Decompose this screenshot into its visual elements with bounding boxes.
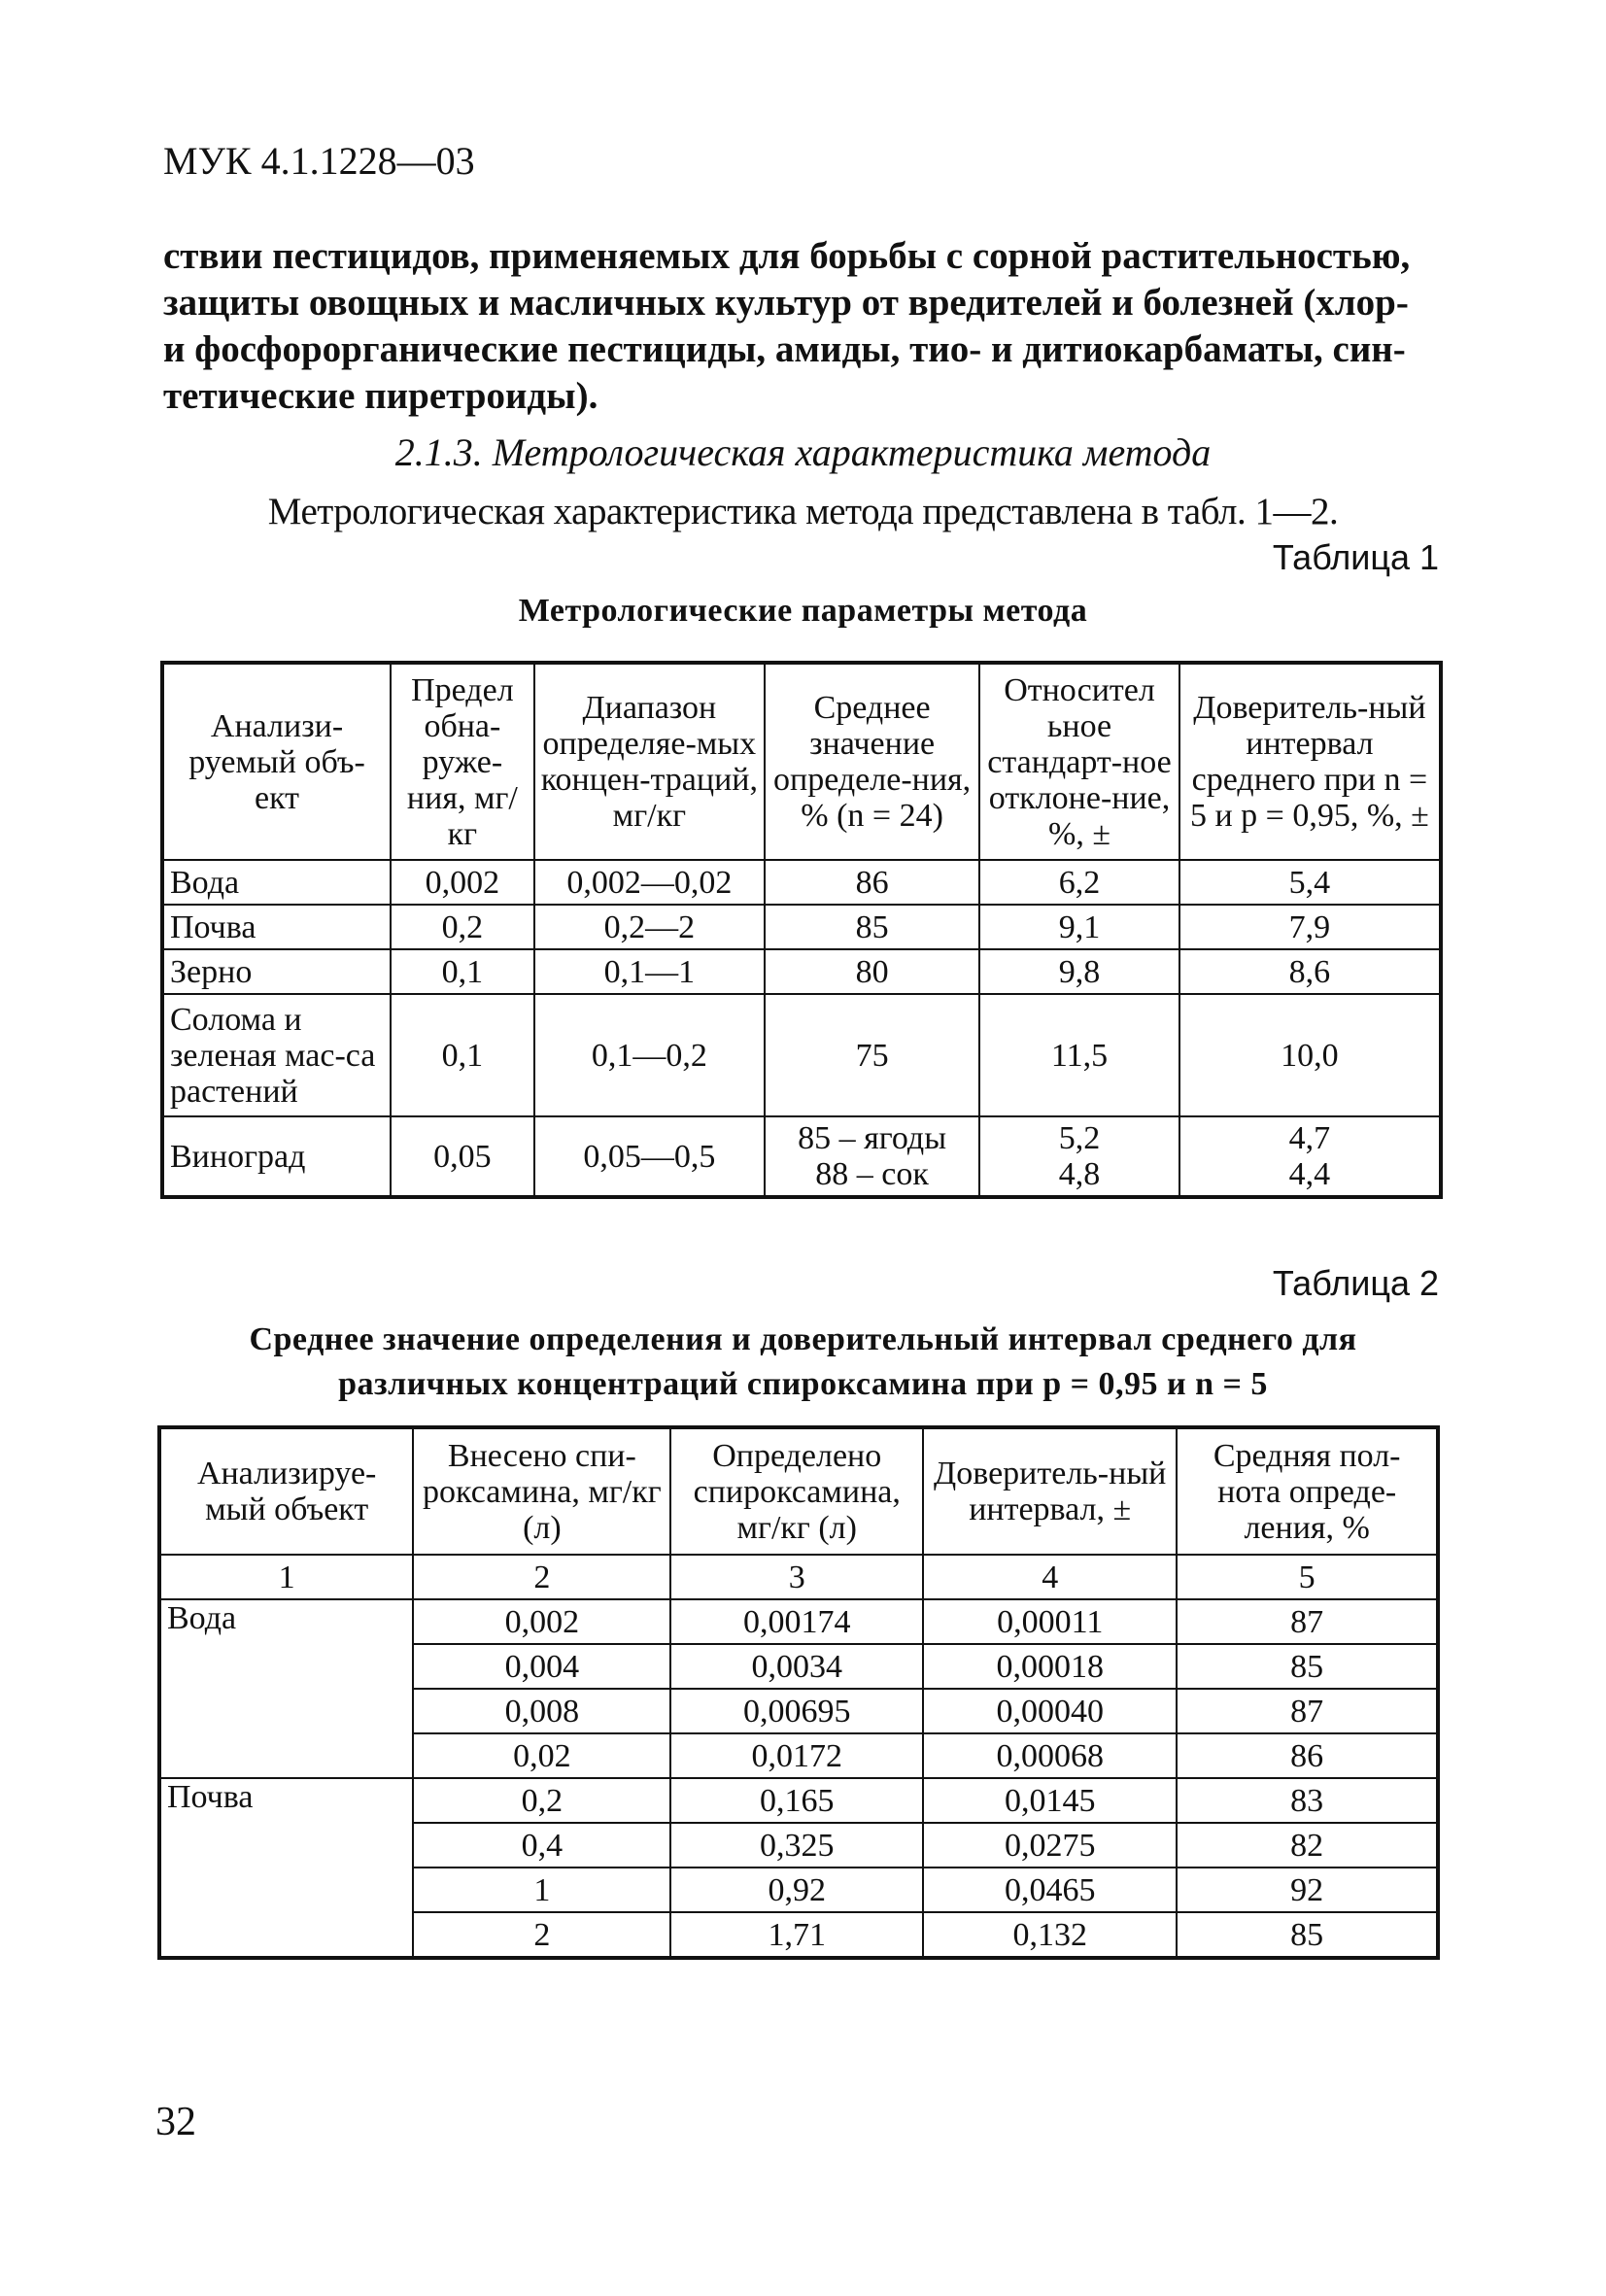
table-cell: 80 — [765, 949, 979, 994]
cell-line: 4,8 — [1058, 1156, 1101, 1192]
table1-header-cell: Относител ьное стандарт-ное отклоне-ние, %, ± — [979, 663, 1179, 860]
table-cell: 0,002 — [391, 860, 534, 905]
table-cell: 0,1—1 — [534, 949, 765, 994]
table-cell: 75 — [765, 994, 979, 1116]
table-cell: 0,4 — [413, 1823, 670, 1868]
table-cell: 86 — [1177, 1733, 1438, 1778]
table2-number-row — [159, 1555, 1438, 1599]
table-row — [162, 949, 1441, 994]
table-cell: 1,71 — [670, 1912, 923, 1958]
table-cell: 0,00011 — [923, 1599, 1177, 1644]
table-cell: 87 — [1177, 1599, 1438, 1644]
table-cell: 0,0275 — [923, 1823, 1177, 1868]
table2-title — [0, 1318, 1606, 1407]
table-cell — [765, 1116, 979, 1197]
table1-header-cell: Среднее значение определе-ния, % (n = 24) — [765, 663, 979, 860]
table-cell: 9,8 — [979, 949, 1179, 994]
table-cell: 5 — [1177, 1555, 1438, 1599]
document-code: МУК 4.1.1228—03 — [163, 139, 475, 183]
table-cell: 0,165 — [670, 1778, 923, 1823]
table-cell: 0,00068 — [923, 1733, 1177, 1778]
table-cell: 10,0 — [1179, 994, 1441, 1116]
cell-line: 4,4 — [1288, 1156, 1331, 1192]
table2-header-row — [159, 1427, 1438, 1555]
table-cell: 0,00174 — [670, 1599, 923, 1644]
table-cell: 85 — [1177, 1912, 1438, 1958]
cell-line: 5,2 — [1058, 1120, 1101, 1156]
table-cell: 0,2—2 — [534, 905, 765, 949]
table-cell: 0,1—0,2 — [534, 994, 765, 1116]
table-cell: 83 — [1177, 1778, 1438, 1823]
table-cell: 2 — [413, 1912, 670, 1958]
table-row — [162, 994, 1441, 1116]
table-cell: 0,1 — [391, 994, 534, 1116]
table-cell: 0,00040 — [923, 1689, 1177, 1733]
table-cell: 0,0172 — [670, 1733, 923, 1778]
table-cell: 6,2 — [979, 860, 1179, 905]
table-cell: Вода — [159, 1599, 413, 1778]
table-cell: 0,008 — [413, 1689, 670, 1733]
table-cell: 87 — [1177, 1689, 1438, 1733]
table-cell: 0,2 — [391, 905, 534, 949]
table-cell: 0,002—0,02 — [534, 860, 765, 905]
table-row — [162, 860, 1441, 905]
table-cell: 9,1 — [979, 905, 1179, 949]
paragraph-line: ствии пестицидов, применяемых для борьбы с сорной растительностью, — [163, 235, 1411, 277]
cell-line: 85 – ягоды — [798, 1120, 947, 1156]
table1-title: Метрологические параметры метода — [518, 593, 1088, 629]
table-cell: 11,5 — [979, 994, 1179, 1116]
table-cell: 0,05—0,5 — [534, 1116, 765, 1197]
paragraph-line: защиты овощных и масличных культур от вредителей и болезней (хлор- — [163, 282, 1409, 324]
table-row — [162, 905, 1441, 949]
table-cell: 3 — [670, 1555, 923, 1599]
table-cell: 85 — [765, 905, 979, 949]
table-cell: 82 — [1177, 1823, 1438, 1868]
table-cell: 5,4 — [1179, 860, 1441, 905]
table-cell: 0,0034 — [670, 1644, 923, 1689]
table1-header-cell: Предел обна-руже-ния, мг/кг — [391, 663, 534, 860]
table-cell: Почва — [162, 905, 391, 949]
section-intro: Метрологическая характеристика метода представлена в табл. 1—2. — [267, 491, 1339, 532]
table-cell: 1 — [159, 1555, 413, 1599]
table-cell: 7,9 — [1179, 905, 1441, 949]
table2-header-cell: Определено спироксамина, мг/кг (л) — [670, 1427, 923, 1555]
table-cell: 0,05 — [391, 1116, 534, 1197]
table-cell: 92 — [1177, 1868, 1438, 1912]
table-row — [162, 1116, 1441, 1197]
table-cell: 0,0145 — [923, 1778, 1177, 1823]
table2 — [157, 1425, 1440, 1960]
table1-header-cell: Доверитель-ный интервал среднего при n = 5 и p = 0,95, %, ± — [1179, 663, 1441, 860]
table-cell: Солома и зеленая мас-са растений — [162, 994, 391, 1116]
table-cell: 0,132 — [923, 1912, 1177, 1958]
table2-label: Таблица 2 — [1272, 1263, 1439, 1303]
table-cell: 0,004 — [413, 1644, 670, 1689]
table-cell: 0,00695 — [670, 1689, 923, 1733]
table-cell: 85 — [1177, 1644, 1438, 1689]
table-row — [159, 1778, 1438, 1823]
table2-header-cell: Анализируе-мый объект — [159, 1427, 413, 1555]
table-cell — [1179, 1116, 1441, 1197]
table-cell: 4 — [923, 1555, 1177, 1599]
table-cell: 8,6 — [1179, 949, 1441, 994]
table-cell: Виноград — [162, 1116, 391, 1197]
table-cell: 2 — [413, 1555, 670, 1599]
table-cell: 0,1 — [391, 949, 534, 994]
table-cell: 0,002 — [413, 1599, 670, 1644]
table-cell: 0,325 — [670, 1823, 923, 1868]
page-number: 32 — [155, 2100, 196, 2144]
table-cell: 0,02 — [413, 1733, 670, 1778]
table-row — [159, 1599, 1438, 1644]
table2-title-line: Среднее значение определения и доверительный интервал среднего для — [249, 1321, 1357, 1357]
table2-title-line: различных концентраций спироксамина при p = 0,95 и n = 5 — [338, 1366, 1268, 1402]
cell-line: 88 – сок — [815, 1156, 929, 1192]
body-paragraph — [163, 233, 1444, 420]
table-cell: 1 — [413, 1868, 670, 1912]
table1-header-cell: Анализи-руемый объ-ект — [162, 663, 391, 860]
table-cell: Вода — [162, 860, 391, 905]
table-cell: Зерно — [162, 949, 391, 994]
table1 — [160, 661, 1443, 1199]
table2-header-cell: Доверитель-ный интервал, ± — [923, 1427, 1177, 1555]
table2-header-cell: Внесено спи-роксамина, мг/кг (л) — [413, 1427, 670, 1555]
table-cell: 0,00018 — [923, 1644, 1177, 1689]
table-cell — [979, 1116, 1179, 1197]
table1-header-row — [162, 663, 1441, 860]
table1-header-cell: Диапазон определяе-мых концен-траций, мг/кг — [534, 663, 765, 860]
table2-header-cell: Средняя пол-нота опреде-ления, % — [1177, 1427, 1438, 1555]
paragraph-line: и фосфорорганические пестициды, амиды, тио- и дитиокарбаматы, син- — [163, 328, 1406, 370]
table-cell: 0,92 — [670, 1868, 923, 1912]
table-cell: 86 — [765, 860, 979, 905]
table-cell: Почва — [159, 1778, 413, 1958]
table1-label: Таблица 1 — [1272, 537, 1439, 577]
section-title: 2.1.3. Метрологическая характеристика метода — [394, 430, 1212, 474]
paragraph-line: тетические пиретроиды). — [163, 375, 598, 417]
table-cell: 0,2 — [413, 1778, 670, 1823]
cell-line: 4,7 — [1288, 1120, 1331, 1156]
table-cell: 0,0465 — [923, 1868, 1177, 1912]
